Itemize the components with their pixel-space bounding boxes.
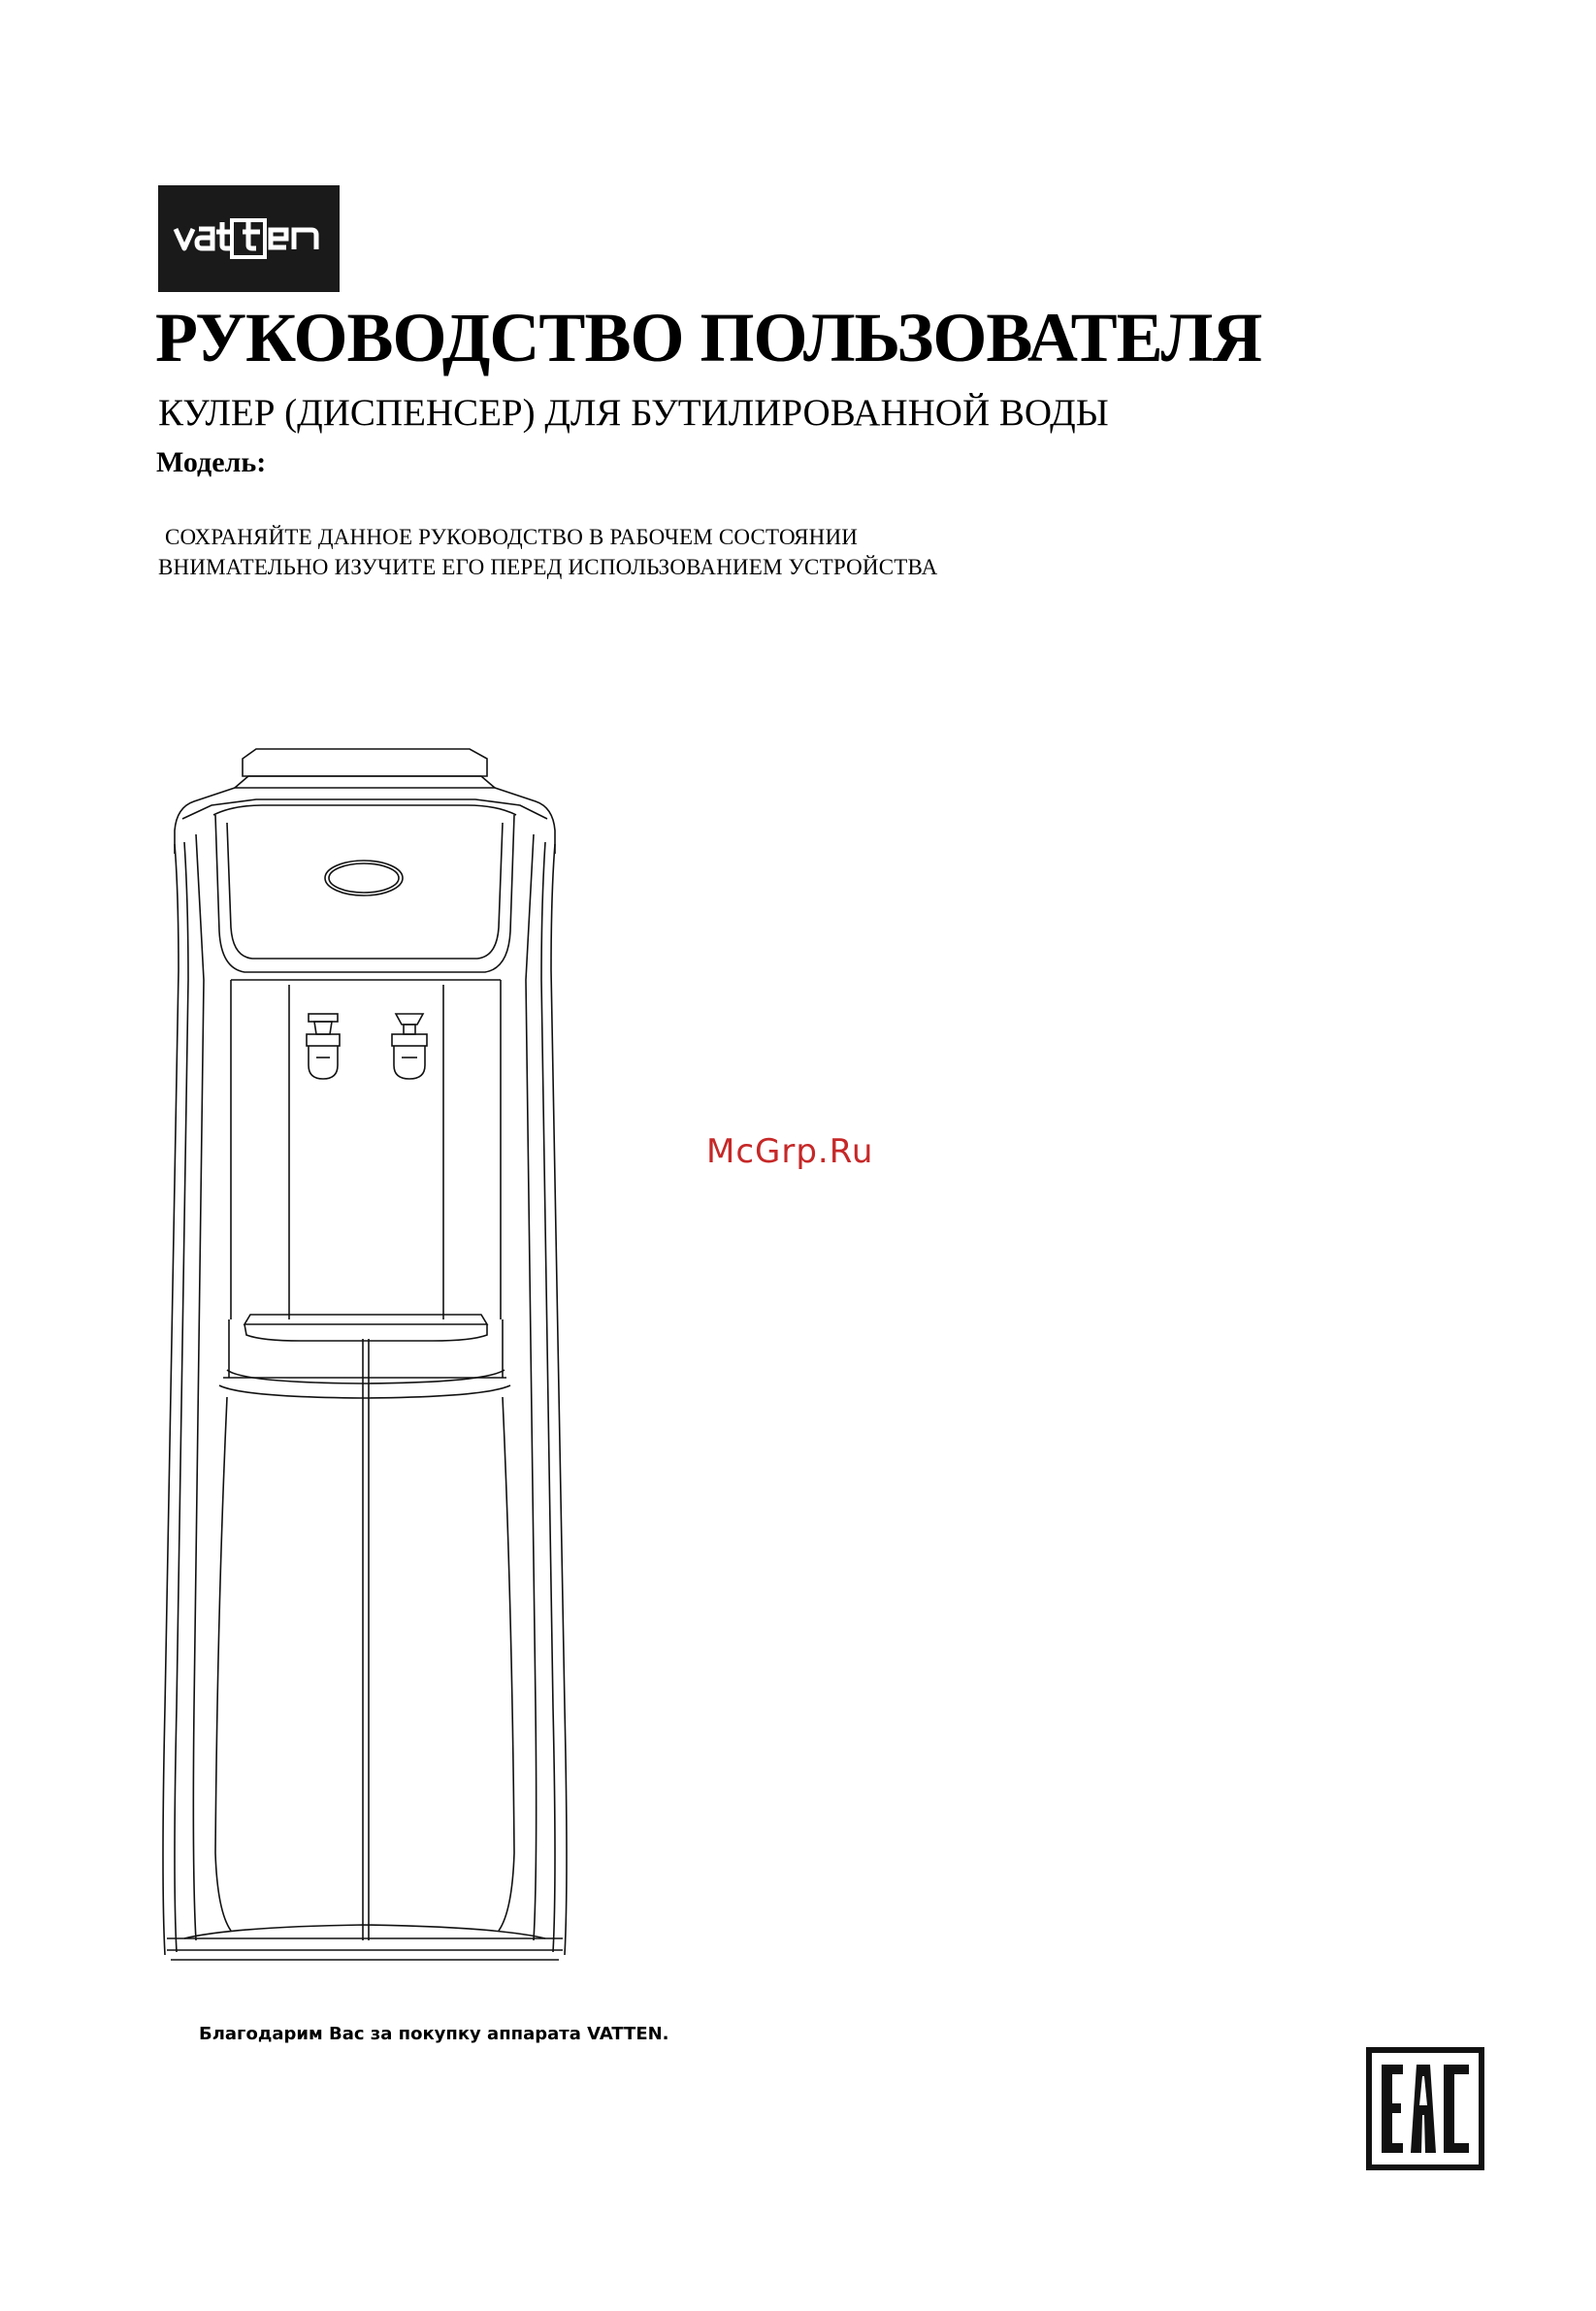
cold-tap-drawing: [307, 1014, 340, 1079]
water-cooler-drawing: [155, 737, 582, 1974]
page-title: РУКОВОДСТВО ПОЛЬЗОВАТЕЛЯ: [155, 299, 1262, 376]
page-subtitle: КУЛЕР (ДИСПЕНСЕР) ДЛЯ БУТИЛИРОВАННОЙ ВОДЫ: [158, 392, 1109, 434]
notice-line: ВНИМАТЕЛЬНО ИЗУЧИТЕ ЕГО ПЕРЕД ИСПОЛЬЗОВАНИЕМ УСТРОЙСТВА: [158, 555, 938, 579]
hot-tap-drawing: [392, 1014, 427, 1079]
watermark-text: McGrp.Ru: [706, 1132, 874, 1171]
notice-line: СОХРАНЯЙТЕ ДАННОЕ РУКОВОДСТВО В РАБОЧЕМ СОСТОЯНИИ: [165, 525, 859, 549]
eac-certification-mark: [1366, 2047, 1484, 2170]
eac-mark-icon: [1366, 2047, 1484, 2170]
thanks-message: Благодарим Вас за покупку аппарата VATTEN.: [199, 2024, 669, 2044]
vatten-logo-mark: [158, 185, 340, 292]
water-cooler-illustration: [155, 737, 582, 1974]
vatten-logo: [158, 185, 340, 292]
model-label: Модель:: [156, 446, 267, 478]
